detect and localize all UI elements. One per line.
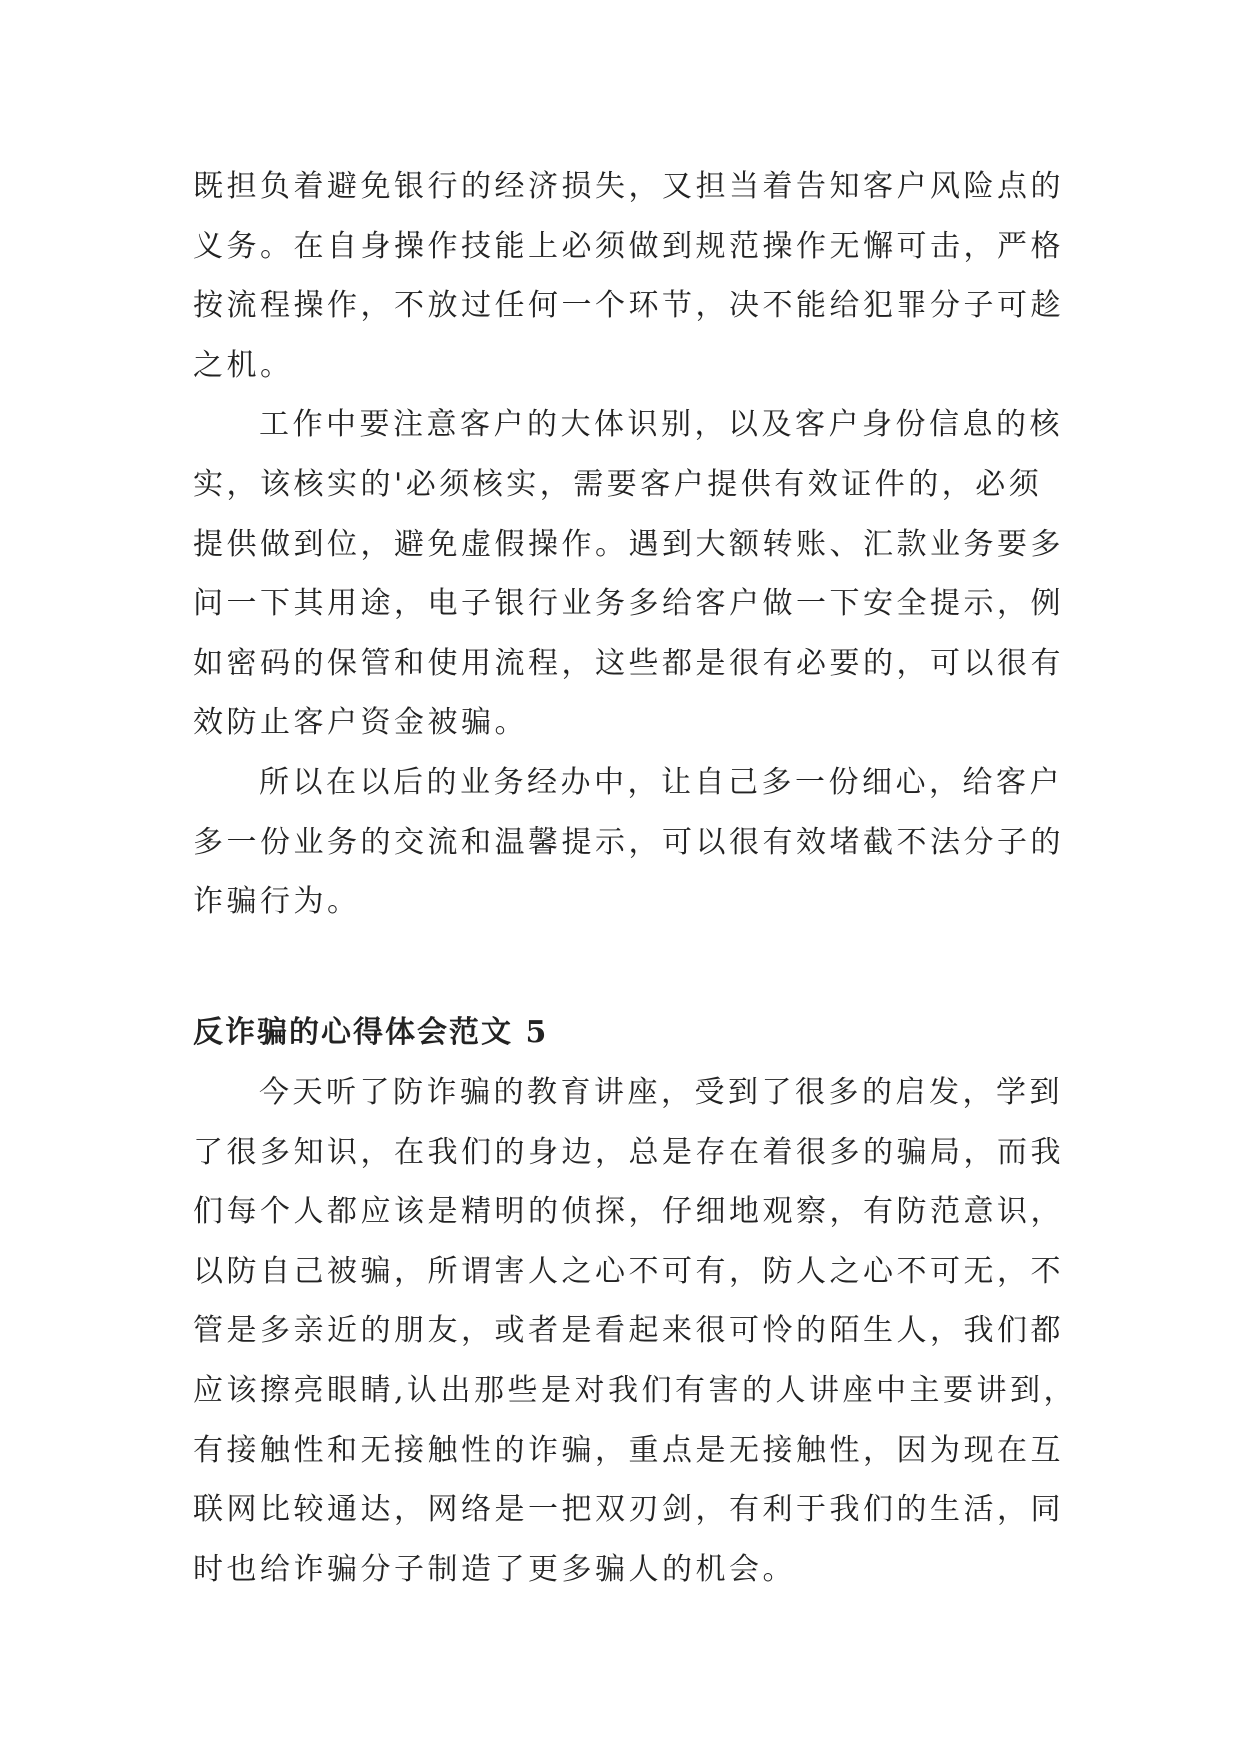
text-line: 如密码的保管和使用流程，这些都是很有必要的，可以很有 [193, 645, 1064, 681]
text-line: 们每个人都应该是精明的侦探，仔细地观察，有防范意识， [193, 1194, 1064, 1230]
text-line: 多一份业务的交流和温馨提示，可以很有效堵截不法分子的 [193, 824, 1064, 860]
text-line: 应该擦亮眼睛,认出那些是对我们有害的人讲座中主要讲到， [193, 1372, 1078, 1408]
text-line: 效防止客户资金被骗。 [193, 705, 528, 741]
text-line: 有接触性和无接触性的诈骗，重点是无接触性，因为现在互 [193, 1432, 1064, 1468]
text-line: 提供做到位，避免虚假操作。遇到大额转账、汇款业务要多 [193, 526, 1064, 562]
text-line: 了很多知识，在我们的身边，总是存在着很多的骗局，而我 [193, 1134, 1064, 1170]
text-line: 联网比较通达，网络是一把双刃剑，有利于我们的生活，同 [193, 1492, 1064, 1528]
text-line: 问一下其用途，电子银行业务多给客户做一下安全提示，例 [193, 586, 1064, 622]
text-line: 以防自己被骗，所谓害人之心不可有，防人之心不可无，不 [193, 1253, 1064, 1289]
section-heading: 反诈骗的心得体会范文 5 [193, 1015, 549, 1050]
text-line: 之机。 [193, 347, 294, 383]
text-line: 管是多亲近的朋友，或者是看起来很可怜的陌生人，我们都 [193, 1313, 1064, 1349]
text-line: 义务。在自身操作技能上必须做到规范操作无懈可击，严格 [193, 228, 1064, 264]
text-line: 实，该核实的'必须核实，需要客户提供有效证件的，必须 [193, 466, 1043, 502]
text-line: 工作中要注意客户的大体识别，以及客户身份信息的核 [259, 407, 1063, 443]
section-one [193, 157, 1073, 932]
section-two [193, 1003, 1078, 1599]
text-line: 诈骗行为。 [193, 884, 361, 920]
text-line: 今天听了防诈骗的教育讲座，受到了很多的启发，学到 [259, 1075, 1063, 1110]
paragraph-customer-identification [193, 395, 1073, 753]
paragraph-continuation [193, 157, 1073, 395]
paragraph-conclusion [193, 753, 1073, 932]
paragraph-lecture [193, 1063, 1078, 1599]
text-line: 所以在以后的业务经办中，让自己多一份细心，给客户 [259, 764, 1063, 800]
text-line: 按流程操作，不放过任何一个环节，决不能给犯罪分子可趁 [193, 288, 1064, 324]
text-line: 时也给诈骗分子制造了更多骗人的机会。 [193, 1551, 796, 1587]
text-line: 既担负着避免银行的经济损失，又担当着告知客户风险点的 [193, 169, 1064, 204]
